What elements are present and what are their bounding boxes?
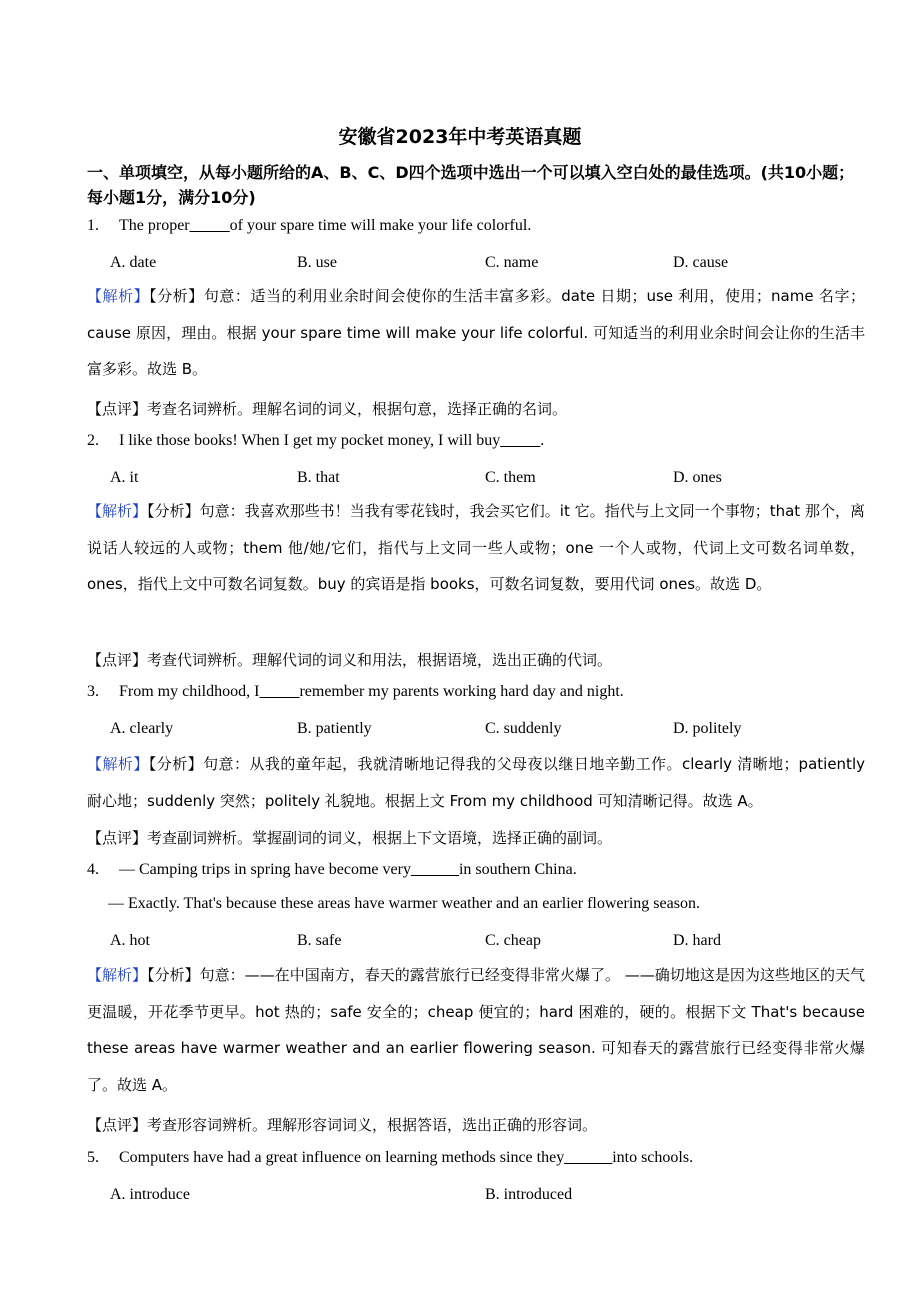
option-d: D. ones <box>673 469 722 486</box>
question-text-end: of your spare time will make your life colorful. <box>229 217 532 234</box>
comment-line: 【点评】考查名词辨析。理解名词的词义，根据句意，选择正确的名词。 <box>87 400 568 418</box>
question-text: Computers have had a great influence on learning methods since they <box>119 1149 565 1166</box>
comment-line: 【点评】考查代词辨析。理解代词的词义和用法，根据语境，选出正确的代词。 <box>87 651 613 669</box>
option-c: C. cheap <box>485 932 541 949</box>
option-d: D. politely <box>673 720 742 737</box>
option-c: C. them <box>485 469 536 486</box>
question-5 <box>87 1149 693 1167</box>
question-4 <box>87 861 577 879</box>
analysis-tag: 【解析】 <box>87 966 148 984</box>
question-number: 1. <box>87 217 99 234</box>
question-text-end: remember my parents working hard day and night. <box>299 683 624 700</box>
section-heading: 一、单项填空，从每小题所给的A、B、C、D四个选项中选出一个可以填入空白处的最佳选项。(共10小题；每小题1分，满分10分) <box>87 163 855 207</box>
question-text: From my childhood, I <box>119 683 260 700</box>
question-text: — Camping trips in spring have become very <box>119 861 411 878</box>
analysis-paragraph: 【解析】【分析】句意：我喜欢那些书！当我有零花钱时，我会买它们。it 它。指代与上文同一个事物；that 那个，离说话人较远的人或物；them 他/她/它们，指代与上文同一些人或物；one 一个人或物，代词上文可数名词单数，ones，指代上文中可数名词复数。buy 的宾语是指 books，可数名词复数，要用代词 ones。故选 D。 <box>87 502 865 593</box>
analysis-paragraph: 【解析】【分析】句意：适当的利用业余时间会使你的生活丰富多彩。date 日期；use 利用，使用；name 名字；cause 原因，理由。根据 your spare time will make your life colorful. 可知适当的利用业余时间会让你的生活丰富多彩。故选 B。 <box>87 287 865 378</box>
question-blank: _____ <box>189 217 230 234</box>
analysis-paragraph: 【解析】【分析】句意：——在中国南方，春天的露营旅行已经变得非常火爆了。 ——确切地这是因为这些地区的天气更温暖，开花季节更早。hot 热的；safe 安全的；cheap 便宜的；hard 困难的，硬的。根据下文 That's because these areas have warmer weather and an earlier flowering season. 可知春天的露营旅行已经变得非常火爆了。故选 A。 <box>87 966 865 1094</box>
page-title: 安徽省2023年中考英语真题 <box>338 126 582 148</box>
question-number: 5. <box>87 1149 99 1166</box>
analysis-paragraph: 【解析】【分析】句意：从我的童年起，我就清晰地记得我的父母夜以继日地辛勤工作。clearly 清晰地；patiently 耐心地；suddenly 突然；politely 礼貌地。根据上文 From my childhood 可知清晰记得。故选 A。 <box>87 755 865 810</box>
question-text-end: into schools. <box>612 1149 694 1166</box>
question-text-end: . <box>540 432 545 449</box>
option-a: A. clearly <box>110 720 174 737</box>
comment-line: 【点评】考查形容词辨析。理解形容词词义，根据答语，选出正确的形容词。 <box>87 1116 598 1134</box>
question-number: 2. <box>87 432 99 449</box>
question-blank: ______ <box>564 1149 613 1166</box>
question-number: 3. <box>87 683 99 700</box>
option-c: C. suddenly <box>485 720 562 737</box>
question-text-end: in southern China. <box>458 861 577 878</box>
question-text: The proper <box>119 217 190 234</box>
option-a: A. introduce <box>110 1186 190 1203</box>
option-b: B. patiently <box>297 720 372 737</box>
question-reply: — Exactly. That's because these areas have warmer weather and an earlier flowering season. <box>108 895 700 912</box>
option-b: B. introduced <box>485 1186 573 1203</box>
question-blank: _____ <box>259 683 300 700</box>
option-b: B. that <box>297 469 340 486</box>
option-d: D. cause <box>673 254 729 271</box>
question-1 <box>87 217 531 235</box>
analysis-tag: 【解析】 <box>87 287 150 305</box>
question-blank: ______ <box>410 861 459 878</box>
option-a: A. date <box>110 254 157 271</box>
question-3 <box>87 683 624 701</box>
analysis-tag: 【解析】 <box>87 502 148 520</box>
option-a: A. hot <box>110 932 150 949</box>
option-b: B. safe <box>297 932 342 949</box>
question-number: 4. <box>87 861 99 878</box>
question-blank: _____ <box>500 432 541 449</box>
question-text: I like those books! When I get my pocket money, I will buy <box>119 432 501 449</box>
option-a: A. it <box>110 469 139 486</box>
option-b: B. use <box>297 254 337 271</box>
analysis-tag: 【解析】 <box>87 755 149 773</box>
question-2 <box>87 432 544 450</box>
comment-line: 【点评】考查副词辨析。掌握副词的词义，根据上下文语境，选择正确的副词。 <box>87 829 613 847</box>
option-c: C. name <box>485 254 539 271</box>
option-d: D. hard <box>673 932 721 949</box>
